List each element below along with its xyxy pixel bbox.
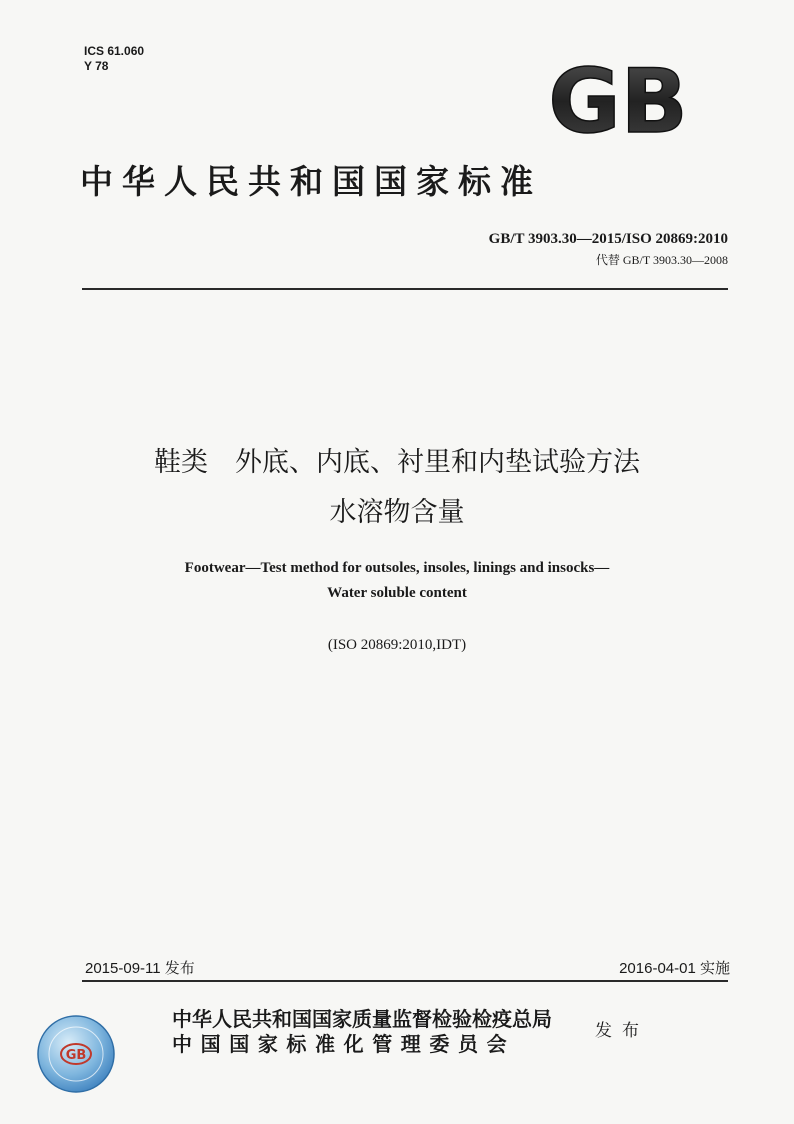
english-title-line1: Footwear—Test method for outsoles, insoles, linings and insocks— [184,560,610,576]
national-standard-title: 中华人民共和国国家标准 [80,162,542,201]
issuer-sac: 中国国家标准化管理委员会 [172,1032,516,1056]
chinese-title-line2: 水溶物含量 [329,497,465,528]
english-title-line2: Water soluble content [327,585,467,601]
classification-codes [84,44,144,74]
ccs-code: Y 78 [84,59,109,73]
issuer-aqsiq: 中华人民共和国国家质量监督检验检疫总局 [172,1007,552,1031]
footer-divider [82,980,728,982]
seal-logo-text: GB [65,1048,87,1063]
gb-logo-icon [528,58,708,144]
header-divider [82,288,728,290]
replaces-standard: 代替 GB/T 3903.30—2008 [595,253,728,267]
publish-label: 发布 [595,1021,649,1041]
chinese-title-line1: 鞋类 外底、内底、衬里和内垫试验方法 [154,447,640,478]
standard-number: GB/T 3903.30—2015/ISO 20869:2010 [488,231,728,247]
anti-counterfeit-seal-icon [36,1014,116,1094]
implementation-date: 2016-04-01 实施 [619,960,730,977]
ics-code: ICS 61.060 [84,44,145,58]
gb-logo-text: GB [548,58,688,144]
iso-reference: (ISO 20869:2010,IDT) [327,637,467,653]
issue-date: 2015-09-11 发布 [85,960,195,977]
